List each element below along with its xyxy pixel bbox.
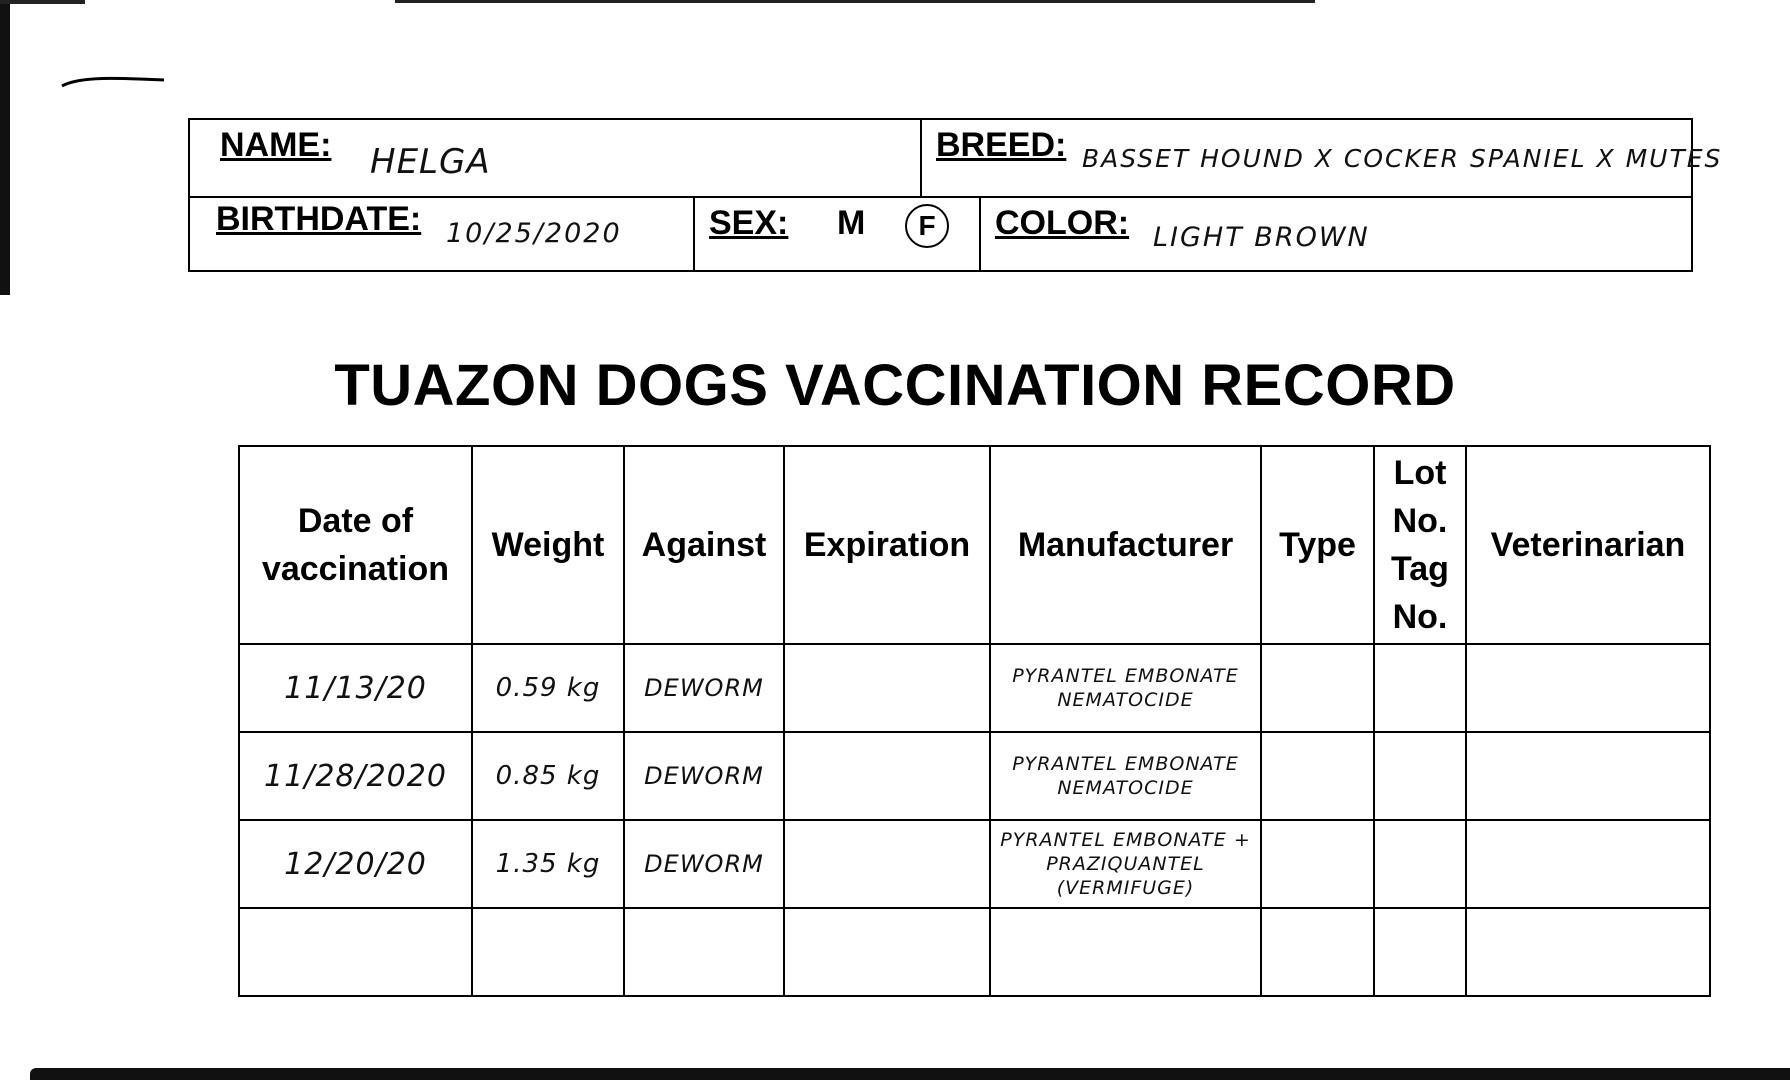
breed-cell [920,120,1723,196]
manufacturer-cell: PYRANTEL EMBONATE NEMATOCIDE [990,644,1261,732]
lot-cell [1374,732,1466,820]
expiration-cell [784,820,990,908]
col-expiration-header: Expiration [784,446,990,644]
pet-info-table [188,118,1723,272]
scan-edge [30,1068,1790,1080]
expiration-cell [784,908,990,996]
lot-cell [1374,820,1466,908]
veterinarian-cell [1466,732,1710,820]
manufacturer-cell: PYRANTEL EMBONATE + PRAZIQUANTEL (VERMIFUGE) [990,820,1261,908]
type-cell [1261,908,1374,996]
scan-edge [0,0,85,4]
sex-option-m: M [837,204,866,242]
against-cell [624,908,784,996]
weight-cell: 0.85 kg [472,732,624,820]
color-label: COLOR: [995,204,1130,242]
date-cell: 12/20/20 [239,820,472,908]
color-cell [979,196,1691,272]
type-cell [1261,820,1374,908]
vaccination-table [238,445,1711,997]
sex-cell [693,196,979,272]
weight-cell [472,908,624,996]
against-cell: DEWORM [624,820,784,908]
expiration-cell [784,644,990,732]
col-lot-header: Lot No. Tag No. [1374,446,1466,644]
date-cell [239,908,472,996]
breed-value: BASSET HOUND X COCKER SPANIEL X MUTES [1082,144,1723,173]
table-row [239,908,1710,996]
table-row [239,820,1710,908]
col-weight-header: Weight [472,446,624,644]
manufacturer-cell [990,908,1261,996]
col-veterinarian-header: Veterinarian [1466,446,1710,644]
col-manufacturer-header: Manufacturer [990,446,1261,644]
sex-label: SEX: [709,204,789,242]
col-type-header: Type [1261,446,1374,644]
page-title: TUAZON DOGS VACCINATION RECORD [334,353,1456,418]
weight-cell: 1.35 kg [472,820,624,908]
veterinarian-cell [1466,820,1710,908]
sex-option-f-circled: F [905,204,949,248]
name-value: HELGA [370,142,491,182]
weight-cell: 0.59 kg [472,644,624,732]
table-row [239,732,1710,820]
breed-label: BREED: [936,126,1067,164]
col-date-header: Date of vaccination [239,446,472,644]
against-cell: DEWORM [624,644,784,732]
scan-edge [0,0,10,295]
birthdate-cell [190,196,693,272]
lot-cell [1374,908,1466,996]
col-against-header: Against [624,446,784,644]
color-value: LIGHT BROWN [1153,222,1370,253]
table-row [239,644,1710,732]
birthdate-value: 10/25/2020 [446,218,622,249]
birthdate-label: BIRTHDATE: [216,200,422,238]
date-cell: 11/28/2020 [239,732,472,820]
type-cell [1261,732,1374,820]
info-row-1 [190,120,1723,198]
lot-cell [1374,644,1466,732]
veterinarian-cell [1466,644,1710,732]
name-label: NAME: [220,126,332,164]
table-header-row [239,446,1710,644]
name-cell [190,120,920,196]
pen-stroke [60,72,170,97]
against-cell: DEWORM [624,732,784,820]
veterinarian-cell [1466,908,1710,996]
type-cell [1261,644,1374,732]
expiration-cell [784,732,990,820]
info-row-2 [190,196,1691,272]
scan-edge [395,0,1315,3]
date-cell: 11/13/20 [239,644,472,732]
manufacturer-cell: PYRANTEL EMBONATE NEMATOCIDE [990,732,1261,820]
